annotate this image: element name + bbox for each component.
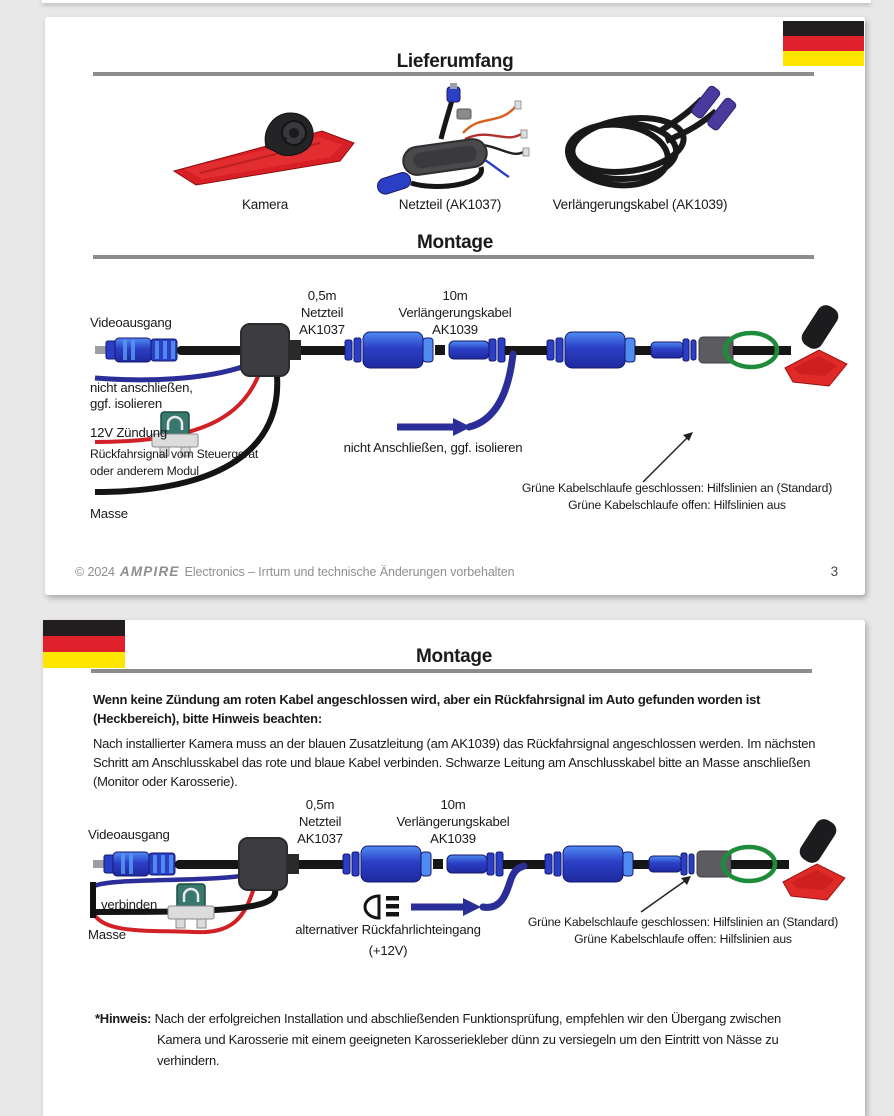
ext-code-label: AK1039: [432, 322, 478, 337]
ext-name-label: Verlängerungskabel: [396, 814, 510, 829]
ignition-sub-label-2: oder anderem Modul: [90, 464, 199, 478]
intro-bold-paragraph: Wenn keine Zündung am roten Kabel angeschlossen wird, aber ein Rückfahrsignal im Auto gefunden worden ist (Heckbereich), bitte Hinweis beachten:: [93, 692, 761, 726]
cable-tip: [433, 859, 443, 869]
ignition-label: 12V Zündung: [90, 425, 167, 440]
rca-connector: [93, 852, 175, 876]
manual-page-3: [45, 17, 865, 595]
loop-closed-label: Grüne Kabelschlaufe geschlossen: Hilfslinien an (Standard): [527, 915, 839, 929]
hinweis-note: [95, 1008, 817, 1071]
cable: [635, 346, 651, 355]
ext-length-label: 10m: [442, 288, 468, 303]
mid-note-label: nicht Anschließen, ggf. isolieren: [343, 440, 523, 455]
page-number: 3: [830, 564, 838, 579]
camera-cable: [177, 346, 243, 355]
kamera-caption: Kamera: [241, 197, 289, 212]
loop-pointer-arrow: [643, 432, 693, 482]
cable-tip: [435, 345, 445, 355]
flag-black-stripe: [43, 620, 125, 636]
ext-code-label: AK1039: [430, 831, 476, 846]
kamera-illustration: [170, 103, 360, 195]
cable: [733, 346, 791, 355]
reverse-light-icon: [365, 896, 399, 918]
copyright-text: © 2024: [75, 565, 115, 579]
camera-plug: [651, 339, 696, 361]
video-out-label: Videoausgang: [90, 315, 172, 330]
loop-open-label: Grüne Kabelschlaufe offen: Hilfslinien aus: [574, 932, 792, 946]
ext-connector-ak1039: [547, 332, 635, 368]
manual-page-4: [43, 620, 865, 1116]
product-kamera: [155, 83, 375, 212]
flag-red-stripe: [783, 36, 864, 51]
loop-open-label: Grüne Kabelschlaufe offen: Hilfslinien aus: [568, 498, 786, 512]
intro-text-block: [93, 690, 817, 797]
ext-name-label: Verlängerungskabel: [398, 305, 512, 320]
ground-label: Masse: [90, 506, 128, 521]
alt-input-label-1: alternativer Rückfahrlichteingang: [295, 922, 481, 937]
intro-paragraph: Nach installierter Kamera muss an der blauen Zusatzleitung (am AK1039) das Rückfahrsignal angeschlossen werden. Im nächsten Schritt am Anschlusskabel das rote und blaue Kabel verbinden. Schwarze Leitung am Anschlusskabel bitte an Masse anschließen (Monitor oder Karosserie).: [93, 736, 816, 789]
cable: [301, 346, 347, 355]
previous-page-edge: [42, 0, 871, 3]
psu-length-label: 0,5m: [305, 797, 335, 812]
psu-length-label: 0,5m: [307, 288, 337, 303]
psu-name-label: Netzteil: [298, 814, 342, 829]
kabel-illustration: [540, 83, 740, 195]
no-connect-label-2: ggf. isolieren: [90, 396, 162, 411]
ext-connector-ak1039: [545, 846, 633, 882]
ampire-logo: AMPIRE: [119, 564, 180, 579]
alt-input-label-2: (+12V): [368, 943, 408, 958]
page-footer: [75, 564, 838, 579]
psu-code-label: AK1037: [299, 322, 345, 337]
kabel-photo: [505, 83, 775, 195]
hinweis-label: *Hinweis:: [95, 1011, 152, 1026]
camera-cable: [175, 860, 241, 869]
connect-label: verbinden: [101, 897, 158, 912]
blue-wire: [95, 366, 245, 380]
netzteil-caption: Netzteil (AK1037): [398, 197, 502, 212]
camera-plug: [649, 853, 694, 875]
camera-illustration: [785, 302, 847, 386]
cable: [731, 860, 789, 869]
ignition-sub-label-1: Rückfahrsignal vom Steuergerät: [90, 447, 259, 461]
junction-box: [241, 324, 301, 376]
connect-terminal: [90, 882, 96, 918]
title-rule: [93, 255, 814, 259]
psu-connector-ak1037: [345, 332, 433, 368]
hinweis-text: Nach der erfolgreichen Installation und abschließenden Funktionsprüfung, empfehlen wir den Übergang zwischen Kamera und Karosserie mit einem geeigneten Karosseriekleber dünn zu versiegeln um den Eintritt von Nässe zu verhindern.: [154, 1011, 781, 1068]
loop-closed-label: Grüne Kabelschlaufe geschlossen: Hilfslinien an (Standard): [521, 481, 833, 495]
section-title-lieferumfang: Lieferumfang: [396, 51, 514, 72]
psu-name-label: Netzteil: [300, 305, 344, 320]
flag-black-stripe: [783, 21, 864, 36]
kamera-photo: [155, 83, 375, 195]
psu-code-label: AK1037: [297, 831, 343, 846]
ext-length-label: 10m: [440, 797, 466, 812]
video-out-label: Videoausgang: [88, 827, 170, 842]
psu-connector-ak1037: [343, 846, 431, 882]
junction-box: [239, 838, 299, 890]
blue-aux-wire: [469, 354, 513, 427]
section-title-montage: Montage: [416, 232, 493, 253]
title-rule: [93, 72, 814, 76]
cable: [299, 860, 345, 869]
wiring-diagram-2: [43, 792, 863, 982]
ground-label: Masse: [88, 927, 126, 942]
rca-connector: [95, 338, 177, 362]
fuse-icon: [168, 884, 214, 928]
section-title-montage-2: Montage: [415, 646, 492, 667]
footer-text: Electronics – Irrtum und technische Änderungen vorbehalten: [184, 565, 515, 579]
blue-connect-wire: [94, 876, 241, 886]
product-verlaengerungskabel: [505, 83, 775, 212]
ext-plug: [449, 338, 505, 362]
camera-illustration: [783, 816, 845, 900]
product-row: [45, 83, 865, 215]
title-rule: [91, 669, 812, 673]
blue-arrow: [397, 418, 471, 436]
blue-arrow: [411, 898, 481, 916]
loop-pointer-arrow: [641, 876, 691, 912]
wiring-diagram-1: [45, 270, 865, 530]
cable: [633, 860, 649, 869]
no-connect-label-1: nicht anschließen,: [90, 380, 193, 395]
kabel-caption: Verlängerungskabel (AK1039): [552, 197, 728, 212]
ext-plug: [447, 852, 503, 876]
